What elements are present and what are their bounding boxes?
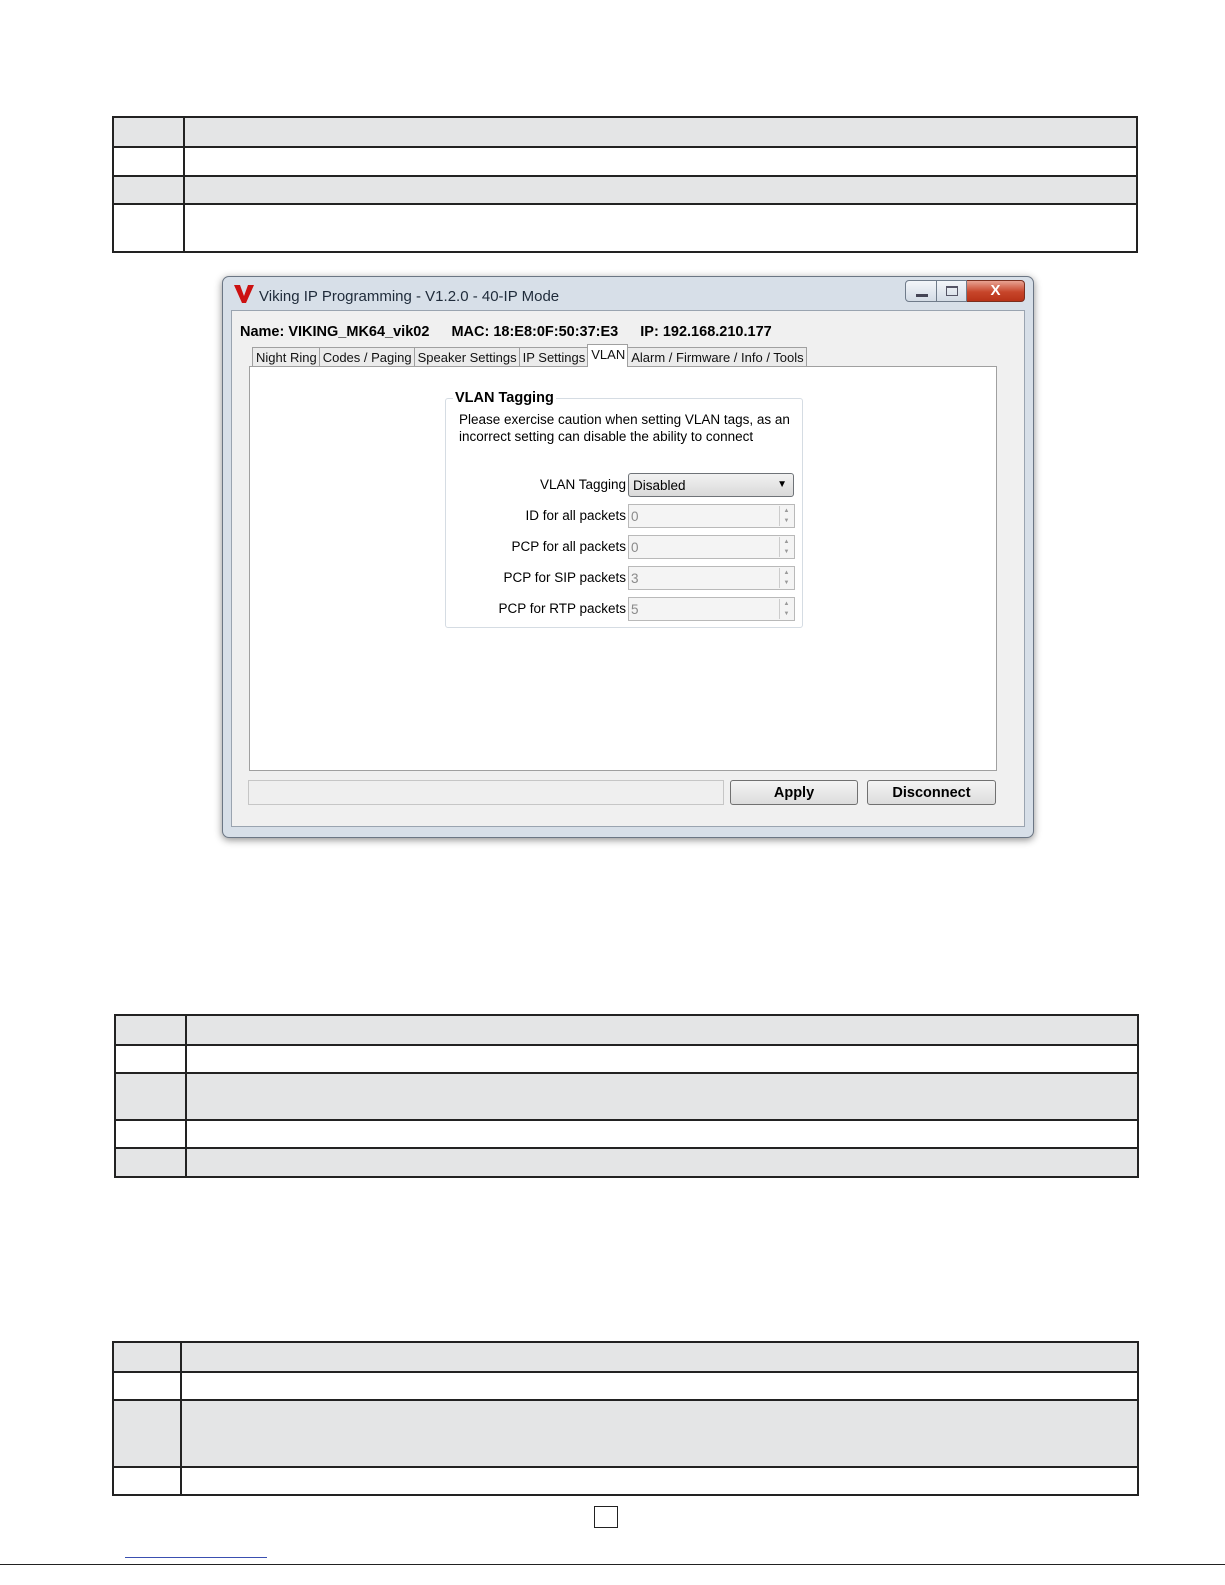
id-all-packets-label: ID for all packets bbox=[525, 508, 626, 523]
device-name: Name: VIKING_MK64_vik02 bbox=[240, 324, 430, 340]
tab-alarm-firmware-info-tools[interactable]: Alarm / Firmware / Info / Tools bbox=[627, 347, 806, 367]
spin-down-icon[interactable]: ▼ bbox=[783, 549, 790, 555]
table-cell bbox=[113, 204, 184, 252]
tab-codes-paging[interactable]: Codes / Paging bbox=[319, 347, 415, 367]
table-cell bbox=[184, 176, 1137, 204]
spin-up-icon[interactable]: ▲ bbox=[783, 601, 790, 607]
title-bar[interactable] bbox=[223, 277, 1033, 309]
vlan-tagging-group bbox=[445, 390, 803, 628]
tab-vlan[interactable]: VLAN bbox=[587, 344, 628, 367]
minimize-icon bbox=[916, 294, 928, 297]
table-cell bbox=[115, 1120, 186, 1148]
vlan-tab-panel bbox=[249, 366, 997, 771]
table-cell bbox=[181, 1467, 1138, 1495]
spinner-buttons[interactable] bbox=[779, 506, 793, 526]
maximize-button[interactable] bbox=[937, 280, 967, 302]
id-all-packets-input[interactable] bbox=[628, 504, 795, 528]
pcp-rtp-packets-label: PCP for RTP packets bbox=[498, 601, 626, 616]
table-cell bbox=[186, 1120, 1138, 1148]
pcp-sip-packets-input[interactable] bbox=[628, 566, 795, 590]
device-ip: IP: 192.168.210.177 bbox=[640, 324, 772, 340]
table-cell bbox=[181, 1372, 1138, 1400]
settings-table-middle bbox=[114, 1014, 1139, 1178]
group-title: VLAN Tagging bbox=[455, 390, 554, 406]
table-cell bbox=[113, 1467, 181, 1495]
table-cell bbox=[181, 1342, 1138, 1372]
chevron-down-icon: ▼ bbox=[777, 479, 787, 490]
spinner-buttons[interactable] bbox=[779, 568, 793, 588]
table-cell bbox=[181, 1400, 1138, 1467]
settings-table-bottom bbox=[112, 1341, 1139, 1496]
table-cell bbox=[115, 1015, 186, 1045]
caution-text: Please exercise caution when setting VLAN tags, as an incorrect setting can disable the ability to connect bbox=[459, 412, 790, 444]
table-cell bbox=[113, 147, 184, 176]
table-cell bbox=[113, 176, 184, 204]
table-cell bbox=[113, 1342, 181, 1372]
table-cell bbox=[184, 204, 1137, 252]
close-button[interactable] bbox=[967, 280, 1025, 302]
apply-button[interactable]: Apply bbox=[730, 780, 858, 805]
spin-up-icon[interactable]: ▲ bbox=[783, 570, 790, 576]
table-cell bbox=[186, 1015, 1138, 1045]
tab-strip bbox=[252, 347, 806, 367]
table-cell bbox=[184, 117, 1137, 147]
table-cell bbox=[115, 1073, 186, 1120]
spin-up-icon[interactable]: ▲ bbox=[783, 508, 790, 514]
maximize-icon bbox=[946, 286, 958, 296]
pcp-all-packets-label: PCP for all packets bbox=[511, 539, 626, 554]
field-value: 3 bbox=[631, 571, 639, 586]
spin-up-icon[interactable]: ▲ bbox=[783, 539, 790, 545]
spinner-buttons[interactable] bbox=[779, 537, 793, 557]
tab-night-ring[interactable]: Night Ring bbox=[252, 347, 320, 367]
pcp-sip-packets-label: PCP for SIP packets bbox=[503, 570, 626, 585]
table-cell bbox=[113, 117, 184, 147]
close-icon: X bbox=[990, 282, 1001, 299]
spin-down-icon[interactable]: ▼ bbox=[783, 611, 790, 617]
table-cell bbox=[186, 1045, 1138, 1073]
field-value: 0 bbox=[631, 509, 639, 524]
footer-link-underline[interactable] bbox=[125, 1557, 267, 1558]
tab-ip-settings[interactable]: IP Settings bbox=[519, 347, 589, 367]
disconnect-button[interactable]: Disconnect bbox=[867, 780, 996, 805]
vlan-tagging-value: Disabled bbox=[633, 478, 686, 493]
field-value: 5 bbox=[631, 602, 639, 617]
tab-speaker-settings[interactable]: Speaker Settings bbox=[414, 347, 520, 367]
window-title: Viking IP Programming - V1.2.0 - 40-IP Mode bbox=[259, 288, 560, 305]
pcp-all-packets-input[interactable] bbox=[628, 535, 795, 559]
table-cell bbox=[186, 1148, 1138, 1177]
viking-v-logo-icon bbox=[234, 285, 254, 303]
status-bar bbox=[248, 780, 724, 805]
table-cell bbox=[186, 1073, 1138, 1120]
table-cell bbox=[115, 1045, 186, 1073]
device-info bbox=[240, 324, 790, 340]
minimize-button[interactable] bbox=[905, 280, 937, 302]
table-cell bbox=[113, 1400, 181, 1467]
window-controls bbox=[905, 280, 1025, 302]
page-number-box bbox=[594, 1506, 618, 1528]
device-mac: MAC: 18:E8:0F:50:37:E3 bbox=[451, 324, 619, 340]
spin-down-icon[interactable]: ▼ bbox=[783, 518, 790, 524]
vlan-tagging-label: VLAN Tagging bbox=[539, 477, 626, 492]
table-cell bbox=[184, 147, 1137, 176]
spin-down-icon[interactable]: ▼ bbox=[783, 580, 790, 586]
table-cell bbox=[113, 1372, 181, 1400]
viking-programming-window bbox=[222, 276, 1034, 838]
settings-table-top bbox=[112, 116, 1138, 253]
spinner-buttons[interactable] bbox=[779, 599, 793, 619]
footer-divider bbox=[0, 1564, 1225, 1565]
pcp-rtp-packets-input[interactable] bbox=[628, 597, 795, 621]
vlan-tagging-select[interactable] bbox=[628, 473, 794, 497]
field-value: 0 bbox=[631, 540, 639, 555]
table-cell bbox=[115, 1148, 186, 1177]
